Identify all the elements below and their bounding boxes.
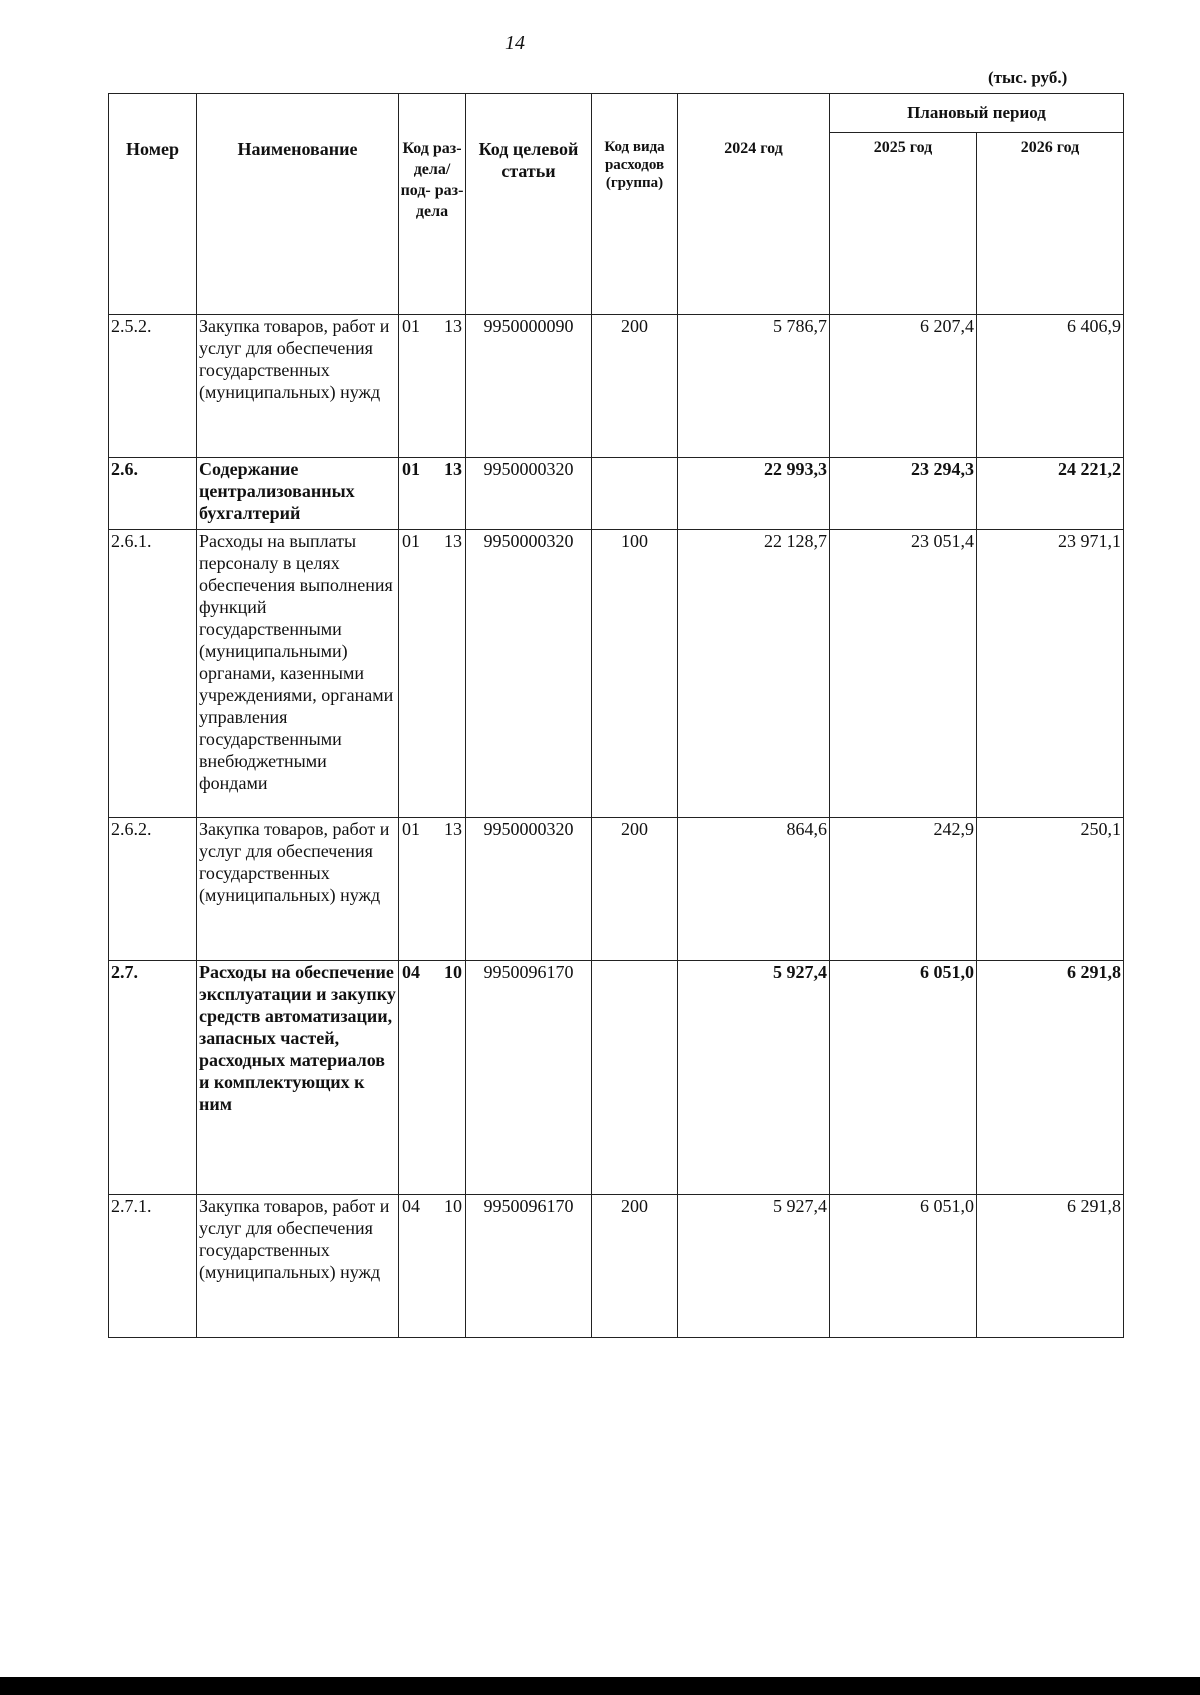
row-amount-2024: 5 786,7 [678,315,830,458]
row-amount-2024: 22 128,7 [678,530,830,818]
row-name: Содержание централизованных бухгалтерий [197,458,399,530]
row-number: 2.6.1. [109,530,197,818]
section-code: 01 [402,531,420,551]
header-year-2024: 2024 год [678,94,830,315]
table-row [109,458,1124,530]
row-amount-2025: 242,9 [830,818,977,961]
header-year-2026: 2026 год [977,133,1124,315]
table-row [109,315,1124,458]
row-number: 2.7. [109,961,197,1195]
section-code: 01 [402,316,420,336]
header-target-code: Код целевой статьи [466,94,592,315]
row-expense-kind: 200 [592,315,678,458]
header-name: Наименование [197,94,399,315]
row-section-code [399,818,466,961]
section-code: 01 [402,459,420,479]
row-section-code [399,458,466,530]
row-amount-2025: 6 207,4 [830,315,977,458]
row-expense-kind: 200 [592,1195,678,1338]
subsection-code: 10 [444,1196,462,1216]
header-expense-kind: Код вида расходов (группа) [592,94,678,315]
section-code: 04 [402,1196,420,1216]
header-planned-period: Плановый период [830,94,1124,133]
row-amount-2025: 23 294,3 [830,458,977,530]
row-amount-2025: 6 051,0 [830,961,977,1195]
row-target-code: 9950000320 [466,458,592,530]
table-row [109,961,1124,1195]
row-name: Закупка товаров, работ и услуг для обеспечения государственных (муниципальных) нужд [197,818,399,961]
row-amount-2024: 864,6 [678,818,830,961]
row-expense-kind: 100 [592,530,678,818]
header-section-code: Код раз- дела/ под- раз- дела [399,94,466,315]
row-name: Расходы на обеспечение эксплуатации и закупку средств автоматизации, запасных частей, расходных материалов и комплектующих к ним [197,961,399,1195]
scan-bottom-edge [0,1677,1200,1695]
row-amount-2026: 6 291,8 [977,961,1124,1195]
budget-table [108,93,1124,1338]
row-amount-2026: 23 971,1 [977,530,1124,818]
row-expense-kind [592,961,678,1195]
header-year-2025: 2025 год [830,133,977,315]
row-amount-2026: 24 221,2 [977,458,1124,530]
row-amount-2026: 6 291,8 [977,1195,1124,1338]
row-expense-kind [592,458,678,530]
row-amount-2024: 5 927,4 [678,961,830,1195]
row-amount-2026: 6 406,9 [977,315,1124,458]
section-code: 01 [402,819,420,839]
row-name: Закупка товаров, работ и услуг для обеспечения государственных (муниципальных) нужд [197,1195,399,1338]
row-name: Расходы на выплаты персоналу в целях обеспечения выполнения функций государственными (муниципальными) органами, казенными учреждениями, органами управления государственными внебюджетными фондами [197,530,399,818]
row-number: 2.5.2. [109,315,197,458]
row-target-code: 9950096170 [466,961,592,1195]
row-target-code: 9950096170 [466,1195,592,1338]
section-code: 04 [402,962,420,982]
row-amount-2025: 6 051,0 [830,1195,977,1338]
row-number: 2.6.2. [109,818,197,961]
row-name: Закупка товаров, работ и услуг для обеспечения государственных (муниципальных) нужд [197,315,399,458]
row-section-code [399,961,466,1195]
row-section-code [399,315,466,458]
table-row [109,818,1124,961]
row-amount-2024: 22 993,3 [678,458,830,530]
row-expense-kind: 200 [592,818,678,961]
row-target-code: 9950000320 [466,530,592,818]
row-amount-2025: 23 051,4 [830,530,977,818]
subsection-code: 10 [444,962,462,982]
subsection-code: 13 [444,531,462,551]
units-label: (тыс. руб.) [988,68,1068,87]
subsection-code: 13 [444,459,462,479]
table-row [109,530,1124,818]
row-amount-2024: 5 927,4 [678,1195,830,1338]
header-number: Номер [109,94,197,315]
row-amount-2026: 250,1 [977,818,1124,961]
table-row [109,1195,1124,1338]
row-target-code: 9950000320 [466,818,592,961]
subsection-code: 13 [444,316,462,336]
page-number: 14 [505,32,525,54]
row-section-code [399,1195,466,1338]
subsection-code: 13 [444,819,462,839]
row-number: 2.6. [109,458,197,530]
row-section-code [399,530,466,818]
row-target-code: 9950000090 [466,315,592,458]
row-number: 2.7.1. [109,1195,197,1338]
